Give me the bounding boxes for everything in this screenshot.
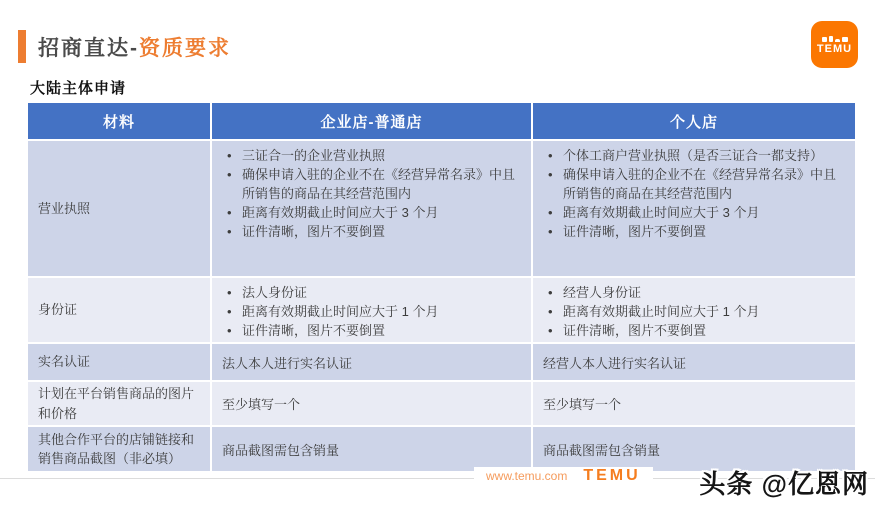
footer-brand-text: TEMU [583, 467, 641, 484]
requirement-item: • 确保申请入驻的企业不在《经营异常名录》中且所销售的商品在其经营范围内 [220, 166, 523, 204]
temu-logo-icon [811, 21, 858, 68]
requirement-item: • 证件清晰，图片不要倒置 [220, 322, 523, 341]
footer-url: www.temu.com [486, 469, 568, 483]
requirement-item: • 确保申请入驻的企业不在《经营异常名录》中且所销售的商品在其经营范围内 [541, 166, 847, 204]
qualification-table [28, 103, 851, 471]
table-cell-enterprise: 商品截图需包含销量 [212, 427, 531, 471]
table-cell-personal: 至少填写一个 [533, 382, 855, 425]
page-title-highlight: 资质要求 [139, 37, 231, 60]
requirement-item: • 距离有效期截止时间应大于 3 个月 [220, 204, 523, 223]
table-cell-enterprise: 法人本人进行实名认证 [212, 344, 531, 380]
temu-logo-text: TEMU [816, 42, 853, 55]
table-cell-material: 其他合作平台的店铺链接和销售商品截图（非必填） [28, 427, 210, 471]
table-cell-enterprise [212, 278, 531, 342]
table-cell-material: 营业执照 [28, 141, 210, 276]
table-cell-material: 实名认证 [28, 344, 210, 380]
column-header-enterprise: 企业店-普通店 [212, 103, 531, 139]
requirement-item: • 经营人身份证 [541, 284, 847, 303]
table-cell-material: 身份证 [28, 278, 210, 342]
requirement-item: • 距离有效期截止时间应大于 3 个月 [541, 204, 847, 223]
page-title-prefix: 招商直达- [38, 37, 139, 60]
column-header-material: 材料 [28, 103, 210, 139]
requirement-item: • 距离有效期截止时间应大于 1 个月 [541, 303, 847, 322]
requirement-item: • 三证合一的企业营业执照 [220, 147, 523, 166]
temu-logo-glyphs [822, 35, 848, 42]
table-cell-personal: 经营人本人进行实名认证 [533, 344, 855, 380]
table-cell-personal [533, 141, 855, 276]
column-header-personal: 个人店 [533, 103, 855, 139]
requirement-item: • 法人身份证 [220, 284, 523, 303]
table-cell-enterprise: 至少填写一个 [212, 382, 531, 425]
section-subtitle: 大陆主体申请 [30, 80, 127, 97]
table-cell-material: 计划在平台销售商品的图片和价格 [28, 382, 210, 425]
requirement-item: • 证件清晰，图片不要倒置 [541, 322, 847, 341]
table-cell-enterprise [212, 141, 531, 276]
footer [474, 467, 653, 485]
watermark: 头条 @亿恩网 [699, 469, 869, 499]
requirement-item: • 距离有效期截止时间应大于 1 个月 [220, 303, 523, 322]
requirement-item: • 证件清晰，图片不要倒置 [541, 223, 847, 242]
page-title [38, 32, 231, 62]
table-cell-personal: 商品截图需包含销量 [533, 427, 855, 471]
table-cell-personal [533, 278, 855, 342]
requirement-item: • 证件清晰，图片不要倒置 [220, 223, 523, 242]
title-accent-bar [18, 30, 26, 63]
requirement-item: • 个体工商户营业执照（是否三证合一都支持） [541, 147, 847, 166]
